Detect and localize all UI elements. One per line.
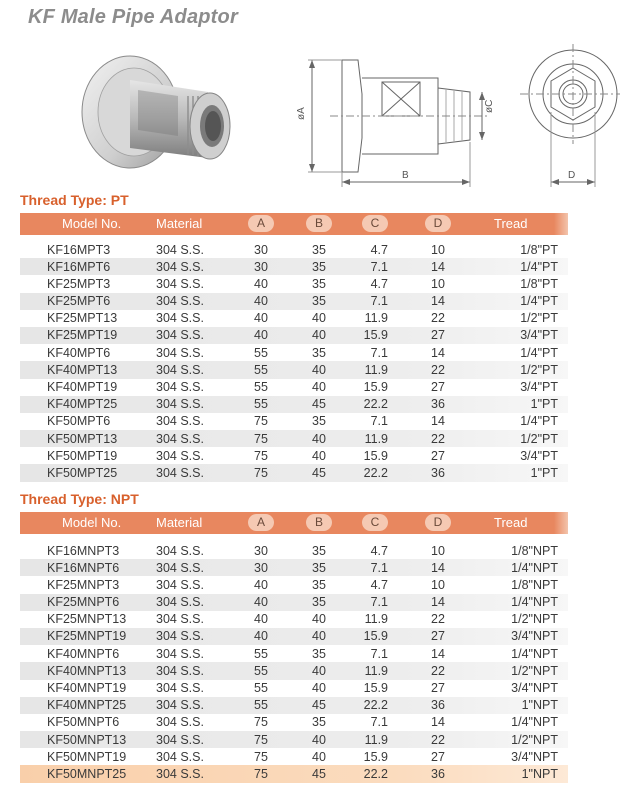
cell-material: 304 S.S. xyxy=(156,766,204,781)
cell-tread: 1/2"NPT xyxy=(511,612,558,627)
label-diameter-a: øA xyxy=(296,107,307,120)
cell-b: 40 xyxy=(312,612,326,627)
cell-model: KF25MPT13 xyxy=(47,311,118,326)
cell-model: KF50MNPT25 xyxy=(47,766,127,781)
cell-material: 304 S.S. xyxy=(156,663,204,678)
cell-material: 304 S.S. xyxy=(156,629,204,644)
cell-c: 11.9 xyxy=(364,612,388,627)
dimension-drawing xyxy=(290,42,620,192)
cell-a: 75 xyxy=(254,766,268,781)
cell-d: 14 xyxy=(431,646,445,661)
cell-b: 35 xyxy=(312,276,326,291)
cell-d: 22 xyxy=(431,732,445,747)
cell-c: 7.1 xyxy=(370,560,388,575)
cell-tread: 3/4"NPT xyxy=(511,749,558,764)
cell-a: 75 xyxy=(254,732,268,747)
table-row xyxy=(20,327,568,344)
cell-c: 4.7 xyxy=(370,543,388,558)
col-tread: Tread xyxy=(494,216,528,231)
table-row xyxy=(20,464,568,481)
cell-model: KF40MNPT13 xyxy=(47,663,127,678)
cell-tread: 1/4"PT xyxy=(520,259,558,274)
section-title-pt: Thread Type: PT xyxy=(20,192,129,208)
cell-d: 10 xyxy=(431,543,445,558)
cell-a: 55 xyxy=(254,646,268,661)
cell-tread: 1"PT xyxy=(530,465,558,480)
cell-d: 36 xyxy=(431,698,445,713)
table-row xyxy=(20,396,568,413)
cell-b: 40 xyxy=(312,681,326,695)
cell-b: 40 xyxy=(312,732,326,747)
cell-model: KF50MPT19 xyxy=(47,448,118,463)
cell-c: 7.1 xyxy=(370,414,388,429)
col-material: Material xyxy=(156,515,203,530)
cell-b: 35 xyxy=(312,294,326,309)
table-row xyxy=(20,731,568,748)
cell-c: 22.2 xyxy=(363,698,388,713)
table-row xyxy=(20,594,568,611)
cell-tread: 1/2"PT xyxy=(520,431,558,446)
cell-b: 45 xyxy=(312,698,326,713)
table-row xyxy=(20,447,568,464)
cell-tread: 1/4"PT xyxy=(520,345,558,360)
cell-c: 22.2 xyxy=(363,465,388,480)
cell-material: 304 S.S. xyxy=(156,595,204,610)
cell-b: 35 xyxy=(312,414,326,429)
cell-c: 7.1 xyxy=(370,715,388,730)
cell-c: 7.1 xyxy=(370,294,388,309)
cell-c: 11.9 xyxy=(364,663,388,678)
cell-a: 55 xyxy=(254,397,268,412)
cell-a: 30 xyxy=(254,543,268,558)
cell-d: 10 xyxy=(431,276,445,291)
cell-b: 40 xyxy=(312,629,326,644)
cell-material: 304 S.S. xyxy=(156,276,204,291)
cell-a: 40 xyxy=(254,276,268,291)
cell-model: KF16MPT6 xyxy=(47,259,111,274)
cell-d: 27 xyxy=(431,629,445,644)
cell-a: 75 xyxy=(254,715,268,730)
cell-model: KF25MPT19 xyxy=(47,328,118,343)
cell-d: 36 xyxy=(431,397,445,412)
table-header-pt xyxy=(20,213,568,235)
cell-material: 304 S.S. xyxy=(156,577,204,592)
cell-b: 35 xyxy=(312,543,326,558)
cell-c: 7.1 xyxy=(370,595,388,610)
cell-b: 35 xyxy=(312,242,326,257)
cell-b: 35 xyxy=(312,577,326,592)
table-row xyxy=(20,576,568,593)
cell-model: KF25MNPT13 xyxy=(47,612,127,627)
cell-tread: 1/4"NPT xyxy=(511,646,558,661)
cell-d: 22 xyxy=(431,311,445,326)
cell-tread: 1/4"PT xyxy=(520,294,558,309)
cell-tread: 1/8"PT xyxy=(520,276,558,291)
table-row xyxy=(20,310,568,327)
col-b: B xyxy=(306,514,332,531)
cell-c: 11.9 xyxy=(364,431,388,446)
cell-tread: 1/8"PT xyxy=(520,242,558,257)
cell-model: KF25MNPT6 xyxy=(47,595,120,610)
cell-material: 304 S.S. xyxy=(156,646,204,661)
cell-c: 15.9 xyxy=(363,328,388,343)
cell-a: 75 xyxy=(254,431,268,446)
cell-a: 55 xyxy=(254,698,268,713)
cell-d: 36 xyxy=(431,766,445,781)
cell-b: 35 xyxy=(312,715,326,730)
cell-material: 304 S.S. xyxy=(156,414,204,429)
cell-a: 75 xyxy=(254,749,268,764)
cell-material: 304 S.S. xyxy=(156,362,204,377)
cell-material: 304 S.S. xyxy=(156,560,204,575)
cell-tread: 1/4"NPT xyxy=(511,715,558,730)
table-row xyxy=(20,413,568,430)
cell-tread: 1"PT xyxy=(530,397,558,412)
cell-b: 45 xyxy=(312,465,326,480)
cell-material: 304 S.S. xyxy=(156,749,204,764)
label-d: D xyxy=(568,170,576,181)
cell-model: KF25MNPT3 xyxy=(47,577,120,592)
cell-d: 27 xyxy=(431,749,445,764)
cell-c: 4.7 xyxy=(370,276,388,291)
cell-a: 55 xyxy=(254,380,268,394)
label-diameter-c: øC xyxy=(484,99,495,113)
cell-model: KF50MNPT13 xyxy=(47,732,127,747)
cell-tread: 1"NPT xyxy=(521,766,558,781)
cell-d: 14 xyxy=(431,259,445,274)
table-row xyxy=(20,611,568,628)
cell-tread: 1/4"PT xyxy=(520,414,558,429)
cell-c: 11.9 xyxy=(364,362,388,377)
cell-d: 22 xyxy=(431,612,445,627)
cell-d: 22 xyxy=(431,663,445,678)
cell-a: 30 xyxy=(254,560,268,575)
cell-material: 304 S.S. xyxy=(156,681,204,695)
cell-d: 22 xyxy=(431,362,445,377)
cell-tread: 3/4"PT xyxy=(520,328,558,343)
cell-tread: 1"NPT xyxy=(521,698,558,713)
cell-tread: 1/4"NPT xyxy=(511,560,558,575)
cell-b: 35 xyxy=(312,345,326,360)
page-title: KF Male Pipe Adaptor xyxy=(28,6,238,28)
cell-d: 27 xyxy=(431,380,445,394)
cell-model: KF40MNPT19 xyxy=(47,681,127,695)
table-row xyxy=(20,645,568,662)
cell-material: 304 S.S. xyxy=(156,698,204,713)
cell-model: KF50MPT6 xyxy=(47,414,111,429)
cell-material: 304 S.S. xyxy=(156,345,204,360)
cell-c: 22.2 xyxy=(363,766,388,781)
cell-model: KF16MNPT3 xyxy=(47,543,120,558)
cell-tread: 3/4"PT xyxy=(520,448,558,463)
cell-c: 4.7 xyxy=(370,242,388,257)
table-row xyxy=(20,559,568,576)
cell-material: 304 S.S. xyxy=(156,448,204,463)
table-row xyxy=(20,258,568,275)
cell-a: 40 xyxy=(254,311,268,326)
cell-b: 35 xyxy=(312,560,326,575)
col-c: C xyxy=(362,215,388,232)
cell-b: 40 xyxy=(312,448,326,463)
cell-a: 40 xyxy=(254,612,268,627)
col-a: A xyxy=(248,215,274,232)
cell-a: 30 xyxy=(254,242,268,257)
cell-model: KF50MNPT19 xyxy=(47,749,127,764)
col-c: C xyxy=(362,514,388,531)
cell-a: 40 xyxy=(254,328,268,343)
product-photo xyxy=(78,50,258,175)
table-row xyxy=(20,765,568,782)
cell-material: 304 S.S. xyxy=(156,380,204,394)
col-b: B xyxy=(306,215,332,232)
cell-a: 40 xyxy=(254,595,268,610)
cell-b: 40 xyxy=(312,749,326,764)
cell-c: 15.9 xyxy=(363,681,388,695)
cell-material: 304 S.S. xyxy=(156,715,204,730)
cell-b: 40 xyxy=(312,663,326,678)
col-tread: Tread xyxy=(494,515,528,530)
cell-d: 14 xyxy=(431,414,445,429)
cell-c: 11.9 xyxy=(364,732,388,747)
table-row xyxy=(20,680,568,697)
cell-material: 304 S.S. xyxy=(156,294,204,309)
cell-c: 7.1 xyxy=(370,259,388,274)
table-row xyxy=(20,379,568,396)
table-row xyxy=(20,697,568,714)
cell-model: KF50MPT25 xyxy=(47,465,118,480)
cell-d: 10 xyxy=(431,577,445,592)
cell-model: KF50MPT13 xyxy=(47,431,118,446)
cell-material: 304 S.S. xyxy=(156,242,204,257)
cell-material: 304 S.S. xyxy=(156,259,204,274)
cell-material: 304 S.S. xyxy=(156,612,204,627)
cell-tread: 3/4"NPT xyxy=(511,629,558,644)
cell-d: 14 xyxy=(431,294,445,309)
table-row xyxy=(20,293,568,310)
cell-c: 11.9 xyxy=(364,311,388,326)
col-model: Model No. xyxy=(62,515,122,530)
cell-b: 45 xyxy=(312,766,326,781)
cell-model: KF40MNPT25 xyxy=(47,698,127,713)
cell-c: 15.9 xyxy=(363,629,388,644)
cell-b: 40 xyxy=(312,328,326,343)
cell-model: KF25MPT6 xyxy=(47,294,111,309)
section-title-npt: Thread Type: NPT xyxy=(20,491,139,507)
cell-tread: 1/2"PT xyxy=(520,311,558,326)
cell-b: 40 xyxy=(312,311,326,326)
cell-tread: 3/4"PT xyxy=(520,380,558,394)
cell-a: 75 xyxy=(254,414,268,429)
cell-c: 4.7 xyxy=(370,577,388,592)
cell-model: KF40MPT25 xyxy=(47,397,118,412)
cell-b: 35 xyxy=(312,595,326,610)
cell-d: 27 xyxy=(431,328,445,343)
cell-tread: 1/4"NPT xyxy=(511,595,558,610)
cell-c: 15.9 xyxy=(363,749,388,764)
col-material: Material xyxy=(156,216,203,231)
cell-d: 14 xyxy=(431,595,445,610)
cell-d: 36 xyxy=(431,465,445,480)
cell-material: 304 S.S. xyxy=(156,732,204,747)
spec-table-pt xyxy=(20,241,568,482)
table-row xyxy=(20,275,568,292)
cell-b: 40 xyxy=(312,362,326,377)
cell-b: 35 xyxy=(312,259,326,274)
cell-tread: 1/8"NPT xyxy=(511,543,558,558)
cell-model: KF25MPT3 xyxy=(47,276,111,291)
cell-d: 27 xyxy=(431,448,445,463)
cell-d: 14 xyxy=(431,345,445,360)
cell-c: 7.1 xyxy=(370,345,388,360)
cell-material: 304 S.S. xyxy=(156,328,204,343)
cell-material: 304 S.S. xyxy=(156,397,204,412)
cell-b: 45 xyxy=(312,397,326,412)
cell-material: 304 S.S. xyxy=(156,311,204,326)
cell-tread: 1/2"NPT xyxy=(511,663,558,678)
cell-d: 14 xyxy=(431,560,445,575)
cell-c: 22.2 xyxy=(363,397,388,412)
cell-material: 304 S.S. xyxy=(156,465,204,480)
cell-a: 40 xyxy=(254,294,268,309)
cell-model: KF16MPT3 xyxy=(47,242,111,257)
cell-model: KF50MNPT6 xyxy=(47,715,120,730)
cell-a: 55 xyxy=(254,681,268,695)
cell-a: 55 xyxy=(254,362,268,377)
cell-a: 40 xyxy=(254,629,268,644)
cell-b: 40 xyxy=(312,380,326,394)
cell-model: KF40MPT13 xyxy=(47,362,118,377)
table-row xyxy=(20,748,568,765)
cell-tread: 1/2"NPT xyxy=(511,732,558,747)
col-a: A xyxy=(248,514,274,531)
cell-d: 10 xyxy=(431,242,445,257)
table-row xyxy=(20,628,568,645)
cell-tread: 3/4"NPT xyxy=(511,681,558,695)
cell-material: 304 S.S. xyxy=(156,431,204,446)
cell-a: 55 xyxy=(254,663,268,678)
cell-a: 55 xyxy=(254,345,268,360)
table-header-npt xyxy=(20,512,568,534)
table-row xyxy=(20,542,568,559)
table-row xyxy=(20,241,568,258)
cell-a: 30 xyxy=(254,259,268,274)
cell-material: 304 S.S. xyxy=(156,543,204,558)
table-row xyxy=(20,430,568,447)
col-d: D xyxy=(425,514,451,531)
cell-tread: 1/8"NPT xyxy=(511,577,558,592)
label-b: B xyxy=(402,170,409,181)
spec-table-npt xyxy=(20,542,568,783)
cell-a: 75 xyxy=(254,465,268,480)
cell-model: KF40MPT6 xyxy=(47,345,111,360)
cell-c: 15.9 xyxy=(363,380,388,394)
table-row xyxy=(20,344,568,361)
col-model: Model No. xyxy=(62,216,122,231)
cell-b: 35 xyxy=(312,646,326,661)
cell-d: 22 xyxy=(431,431,445,446)
table-row xyxy=(20,714,568,731)
cell-b: 40 xyxy=(312,431,326,446)
cell-d: 27 xyxy=(431,681,445,695)
table-row xyxy=(20,662,568,679)
cell-model: KF40MNPT6 xyxy=(47,646,120,661)
cell-model: KF40MPT19 xyxy=(47,380,118,394)
cell-model: KF16MNPT6 xyxy=(47,560,120,575)
table-row xyxy=(20,361,568,378)
cell-c: 15.9 xyxy=(363,448,388,463)
cell-a: 75 xyxy=(254,448,268,463)
cell-c: 7.1 xyxy=(370,646,388,661)
cell-a: 40 xyxy=(254,577,268,592)
cell-d: 14 xyxy=(431,715,445,730)
col-d: D xyxy=(425,215,451,232)
cell-model: KF25MNPT19 xyxy=(47,629,127,644)
cell-tread: 1/2"PT xyxy=(520,362,558,377)
